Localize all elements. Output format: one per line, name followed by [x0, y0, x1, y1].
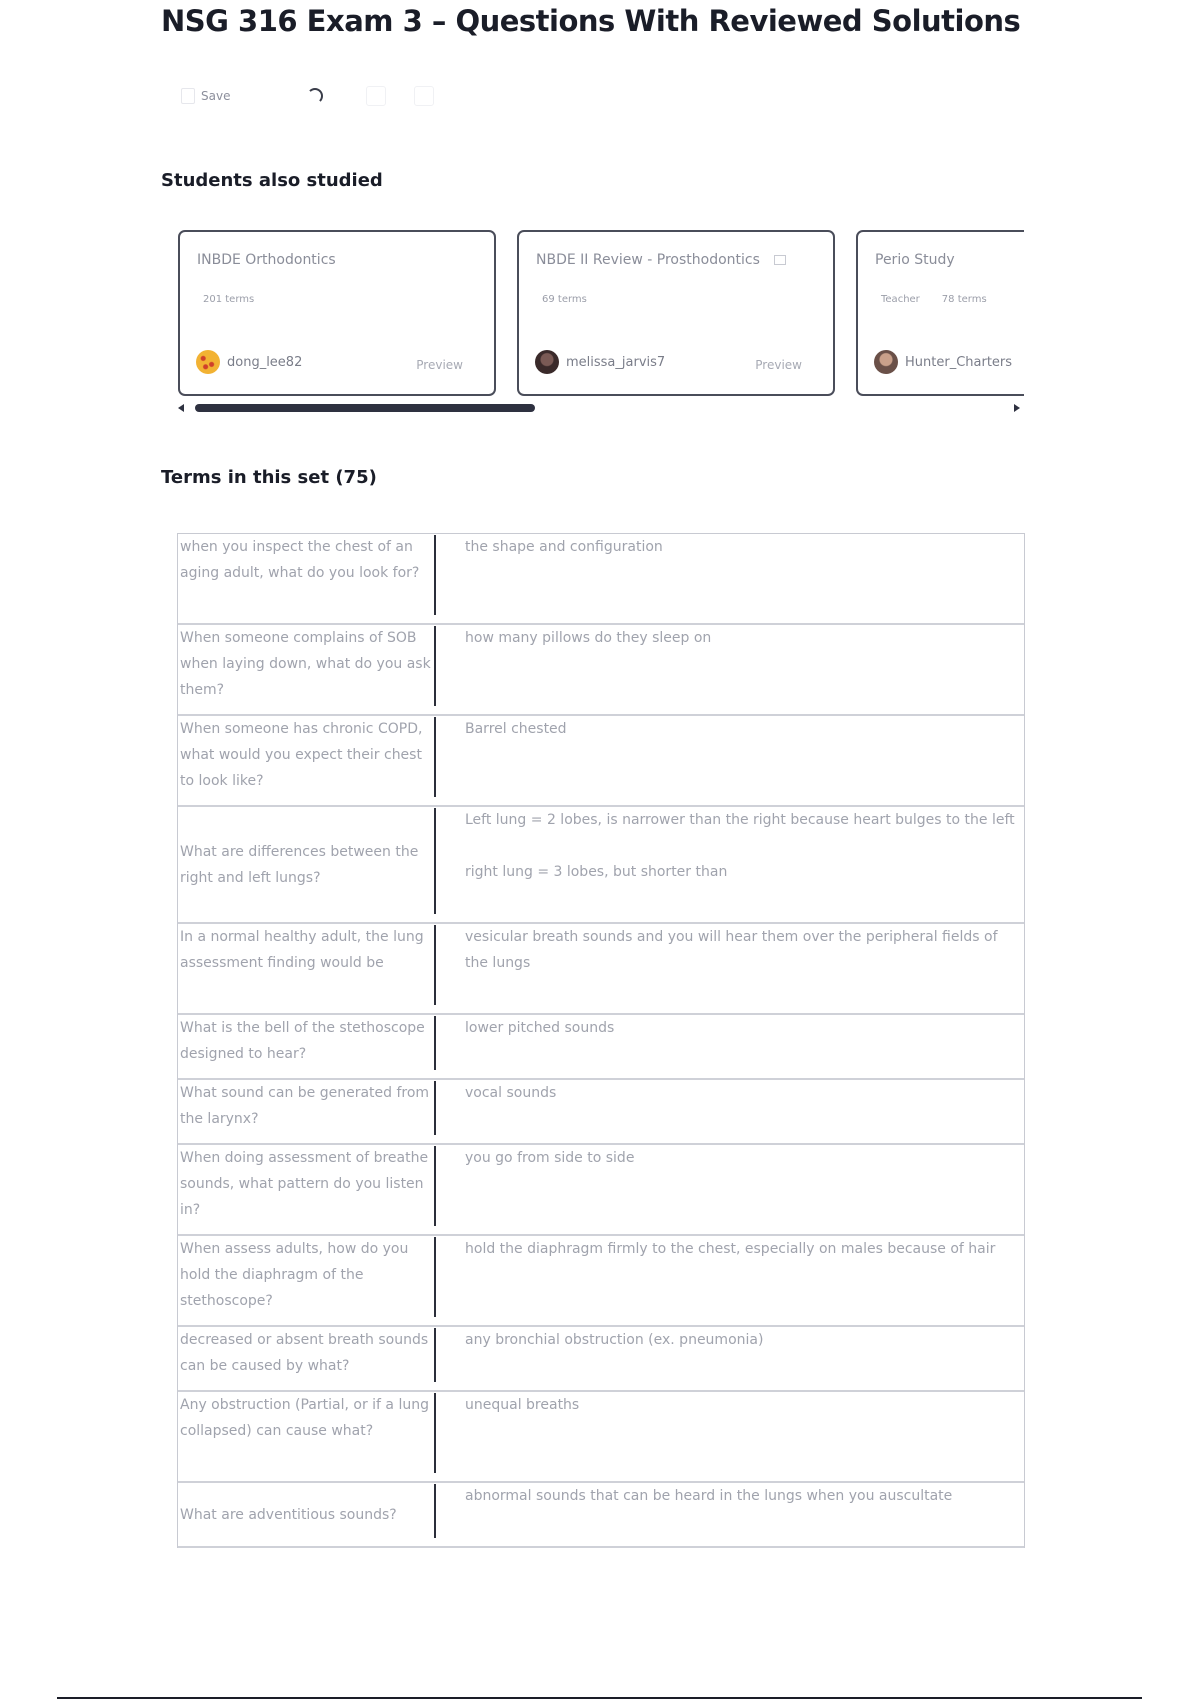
related-sets-carousel [178, 230, 1024, 414]
term-question: when you inspect the chest of an aging adult, what do you look for? [180, 539, 420, 581]
term-answer: Left lung = 2 lobes, is narrower than the right because heart bulges to the left right lung = 3 lobes, but shorter than [465, 812, 1015, 880]
set-icon [774, 255, 786, 265]
card-title [536, 252, 786, 268]
preview-link[interactable]: Preview [755, 358, 802, 372]
scrollbar-thumb[interactable] [195, 404, 535, 412]
card-author [874, 350, 1012, 374]
card-title-text: NBDE II Review - Prosthodontics [536, 252, 760, 268]
term-divider [434, 1016, 436, 1070]
term-answer: vocal sounds [465, 1085, 557, 1101]
term-answer: the shape and configuration [465, 539, 663, 555]
preview-link[interactable]: Preview [416, 358, 463, 372]
card-title: Perio Study [875, 252, 955, 268]
term-row[interactable] [178, 807, 1024, 924]
term-divider [434, 1081, 436, 1135]
avatar [874, 350, 898, 374]
term-question: What is the bell of the stethoscope designed to hear? [180, 1020, 425, 1062]
term-divider [434, 1484, 436, 1538]
author-name: dong_lee82 [227, 354, 303, 370]
term-question: What are adventitious sounds? [180, 1506, 397, 1523]
card-title: INBDE Orthodontics [197, 252, 336, 268]
term-question: In a normal healthy adult, the lung assessment finding would be [180, 929, 424, 971]
related-set-card[interactable] [178, 230, 496, 396]
avatar [196, 350, 220, 374]
term-divider [434, 1328, 436, 1382]
card-term-count: 78 terms [941, 294, 987, 305]
loading-spinner-icon [307, 88, 323, 104]
term-question: Any obstruction (Partial, or if a lung collapsed) can cause what? [180, 1397, 429, 1439]
terms-heading: Terms in this set (75) [161, 467, 377, 488]
term-divider [434, 925, 436, 1005]
page-title: NSG 316 Exam 3 – Questions With Reviewed Solutions [161, 4, 1021, 38]
related-set-card[interactable] [517, 230, 835, 396]
term-divider [434, 626, 436, 706]
page-bottom-divider [57, 1697, 1142, 1699]
term-row[interactable] [178, 924, 1024, 1015]
terms-list [177, 533, 1025, 1548]
term-divider [434, 717, 436, 797]
set-toolbar [181, 84, 501, 114]
author-name: Hunter_Charters [905, 354, 1013, 370]
term-answer: you go from side to side [465, 1150, 635, 1166]
term-question: What sound can be generated from the larynx? [180, 1085, 430, 1127]
related-set-card[interactable] [856, 230, 1024, 396]
card-term-count: 201 terms [203, 294, 255, 305]
scroll-right-arrow-icon[interactable] [1014, 404, 1020, 412]
term-row[interactable] [178, 1392, 1024, 1483]
term-row[interactable] [178, 534, 1024, 625]
students-also-studied-heading: Students also studied [161, 170, 383, 191]
term-answer: abnormal sounds that can be heard in the lungs when you auscultate [465, 1488, 953, 1504]
scroll-left-arrow-icon[interactable] [178, 404, 184, 412]
term-question: decreased or absent breath sounds can be caused by what? [180, 1332, 429, 1374]
term-answer: lower pitched sounds [465, 1020, 615, 1036]
carousel-scrollbar[interactable] [178, 404, 1024, 414]
more-options-icon[interactable] [414, 86, 434, 106]
term-question: When someone complains of SOB when laying down, what do you ask them? [180, 630, 431, 698]
term-row[interactable] [178, 1080, 1024, 1145]
bookmark-icon [181, 88, 195, 104]
term-divider [434, 535, 436, 615]
avatar [535, 350, 559, 374]
term-row[interactable] [178, 1015, 1024, 1080]
term-row[interactable] [178, 1327, 1024, 1392]
term-row[interactable] [178, 716, 1024, 807]
term-answer: any bronchial obstruction (ex. pneumonia) [465, 1332, 764, 1348]
term-question: When doing assessment of breathe sounds, what pattern do you listen in? [180, 1150, 429, 1218]
card-meta [881, 294, 987, 305]
term-row[interactable] [178, 1483, 1024, 1548]
card-author [535, 350, 665, 374]
term-divider [434, 1146, 436, 1226]
term-question: When someone has chronic COPD, what would you expect their chest to look like? [180, 721, 423, 789]
share-icon[interactable] [366, 86, 386, 106]
term-row[interactable] [178, 1145, 1024, 1236]
save-button-label: Save [201, 89, 231, 103]
save-button[interactable] [181, 88, 230, 104]
term-answer: Barrel chested [465, 721, 567, 737]
term-question: When assess adults, how do you hold the diaphragm of the stethoscope? [180, 1241, 409, 1309]
term-answer: hold the diaphragm firmly to the chest, especially on males because of hair [465, 1241, 996, 1257]
card-term-count: 69 terms [542, 294, 587, 305]
author-name: melissa_jarvis7 [566, 354, 666, 370]
term-answer: vesicular breath sounds and you will hear them over the peripheral fields of the lungs [465, 929, 998, 971]
term-divider [434, 1393, 436, 1473]
term-answer: how many pillows do they sleep on [465, 630, 712, 646]
card-author [196, 350, 302, 374]
term-row[interactable] [178, 1236, 1024, 1327]
card-author-role: Teacher [881, 294, 920, 305]
term-row[interactable] [178, 625, 1024, 716]
term-answer: unequal breaths [465, 1397, 580, 1413]
term-divider [434, 808, 436, 914]
term-divider [434, 1237, 436, 1317]
term-question: What are differences between the right and left lungs? [180, 843, 419, 886]
